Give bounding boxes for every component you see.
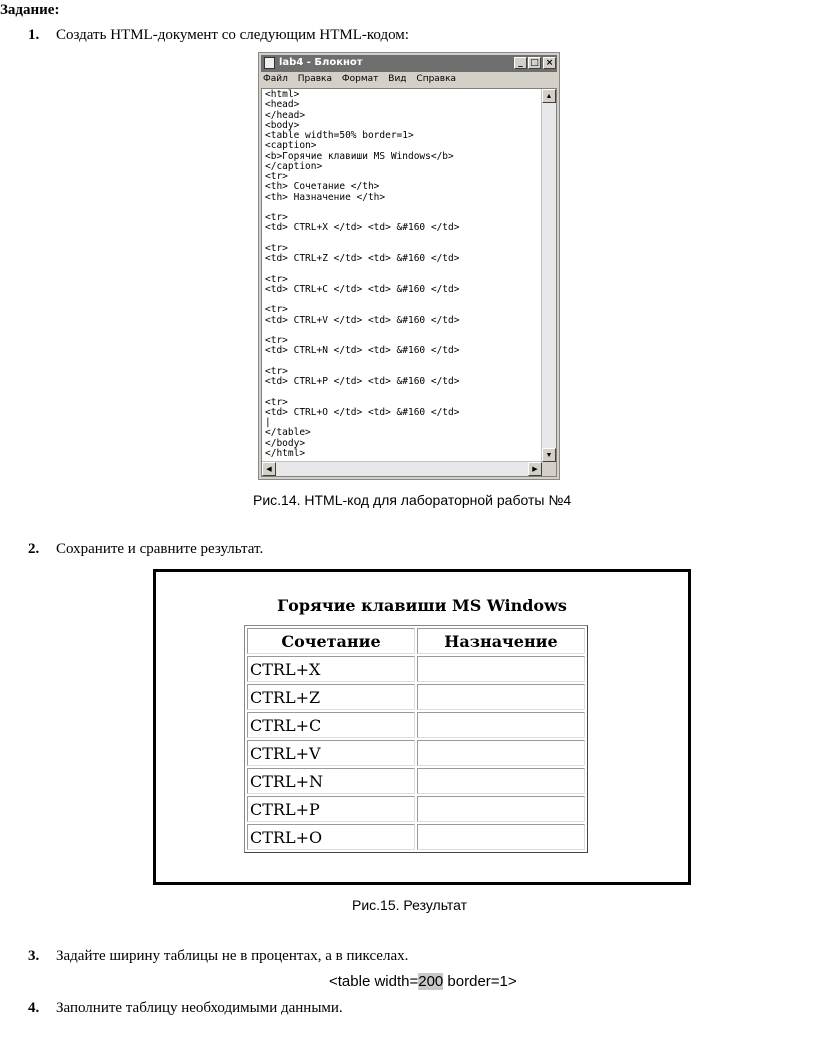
task-text: Создать HTML-документ со следующим HTML-кодом: — [56, 27, 409, 43]
notepad-window — [258, 52, 560, 480]
empty-cell — [417, 684, 585, 710]
notepad-editor[interactable] — [261, 88, 557, 477]
table-header-row — [247, 628, 585, 654]
notepad-title: lab4 - Блокнот — [279, 57, 363, 68]
task-number: 3. — [28, 948, 40, 964]
code-example-value: 200 — [418, 973, 444, 990]
empty-cell — [417, 796, 585, 822]
menu-format[interactable]: Формат — [341, 74, 379, 84]
scroll-left-icon[interactable]: ◀ — [262, 462, 276, 476]
key-cell: CTRL+P — [247, 796, 415, 822]
task-2 — [28, 541, 728, 561]
notepad-app-icon — [264, 57, 275, 69]
figure-15-caption: Рис.15. Результат — [352, 897, 468, 913]
table-row — [247, 712, 585, 738]
menu-help[interactable]: Справка — [416, 74, 457, 84]
empty-cell — [417, 824, 585, 850]
notepad-titlebar[interactable] — [261, 55, 557, 72]
figure-14-caption: Рис.14. HTML-код для лабораторной работы №4 — [253, 492, 572, 508]
key-cell: CTRL+Z — [247, 684, 415, 710]
result-preview — [153, 569, 691, 885]
table-row — [247, 768, 585, 794]
header-combination: Сочетание — [247, 628, 415, 654]
html-code-text[interactable]: <html> <head> </head> <body> <table width=50% border=1> <caption> <b>Горячие клавиши MS Windows</b> </caption> <tr> <th> Сочетание </th> <th> Назначение </th> <tr> <td> CTRL+X </td> <td> &#160 </td> <tr> <td> CTRL+Z </td> <td> &#160 </td> <tr> <td> CTRL+C </td> <td> &#160 </td> <tr> <td> CTRL+V </td> <td> &#160 </td> <tr> <td> CTRL+N </td> <td> &#160 </td> <tr> <td> CTRL+P </td> <td> &#160 </td> <tr> <td> CTRL+O </td> <td> &#160 </td> | </table> </body> </html> — [265, 89, 460, 459]
key-cell: CTRL+V — [247, 740, 415, 766]
task-number: 2. — [28, 541, 40, 557]
table-row — [247, 796, 585, 822]
key-cell: CTRL+C — [247, 712, 415, 738]
scroll-right-icon[interactable]: ▶ — [528, 462, 542, 476]
code-example-before: <table width= — [329, 973, 419, 990]
horizontal-scrollbar[interactable] — [262, 461, 542, 476]
empty-cell — [417, 712, 585, 738]
notepad-menubar — [263, 74, 463, 88]
header-purpose: Назначение — [417, 628, 585, 654]
maximize-button[interactable]: □ — [528, 57, 541, 69]
result-table — [244, 625, 588, 853]
task-text: Задайте ширину таблицы не в процентах, а в пикселах. — [56, 948, 409, 964]
empty-cell — [417, 768, 585, 794]
task-3 — [28, 948, 728, 968]
menu-file[interactable]: Файл — [263, 74, 288, 84]
task-number: 4. — [28, 1000, 40, 1016]
empty-cell — [417, 740, 585, 766]
table-row — [247, 656, 585, 682]
empty-cell — [417, 656, 585, 682]
vertical-scrollbar[interactable] — [541, 89, 556, 462]
task-text: Сохраните и сравните результат. — [56, 541, 264, 557]
code-example — [329, 973, 517, 990]
table-row — [247, 740, 585, 766]
scroll-down-icon[interactable]: ▼ — [542, 448, 556, 462]
code-example-after: border=1> — [443, 973, 517, 990]
scroll-up-icon[interactable]: ▲ — [542, 89, 556, 103]
menu-edit[interactable]: Правка — [297, 74, 333, 84]
key-cell: CTRL+O — [247, 824, 415, 850]
table-row — [247, 824, 585, 850]
task-4 — [28, 1000, 728, 1020]
resize-grip-icon[interactable] — [542, 462, 556, 476]
minimize-button[interactable]: _ — [514, 57, 527, 69]
close-button[interactable]: × — [543, 57, 556, 69]
key-cell: CTRL+X — [247, 656, 415, 682]
key-cell: CTRL+N — [247, 768, 415, 794]
menu-view[interactable]: Вид — [388, 74, 407, 84]
task-1 — [28, 27, 728, 47]
table-row — [247, 684, 585, 710]
task-number: 1. — [28, 27, 40, 43]
result-table-caption: Горячие клавиши MS Windows — [277, 596, 567, 615]
task-text: Заполните таблицу необходимыми данными. — [56, 1000, 343, 1016]
assignment-heading: Задание: — [0, 2, 60, 18]
